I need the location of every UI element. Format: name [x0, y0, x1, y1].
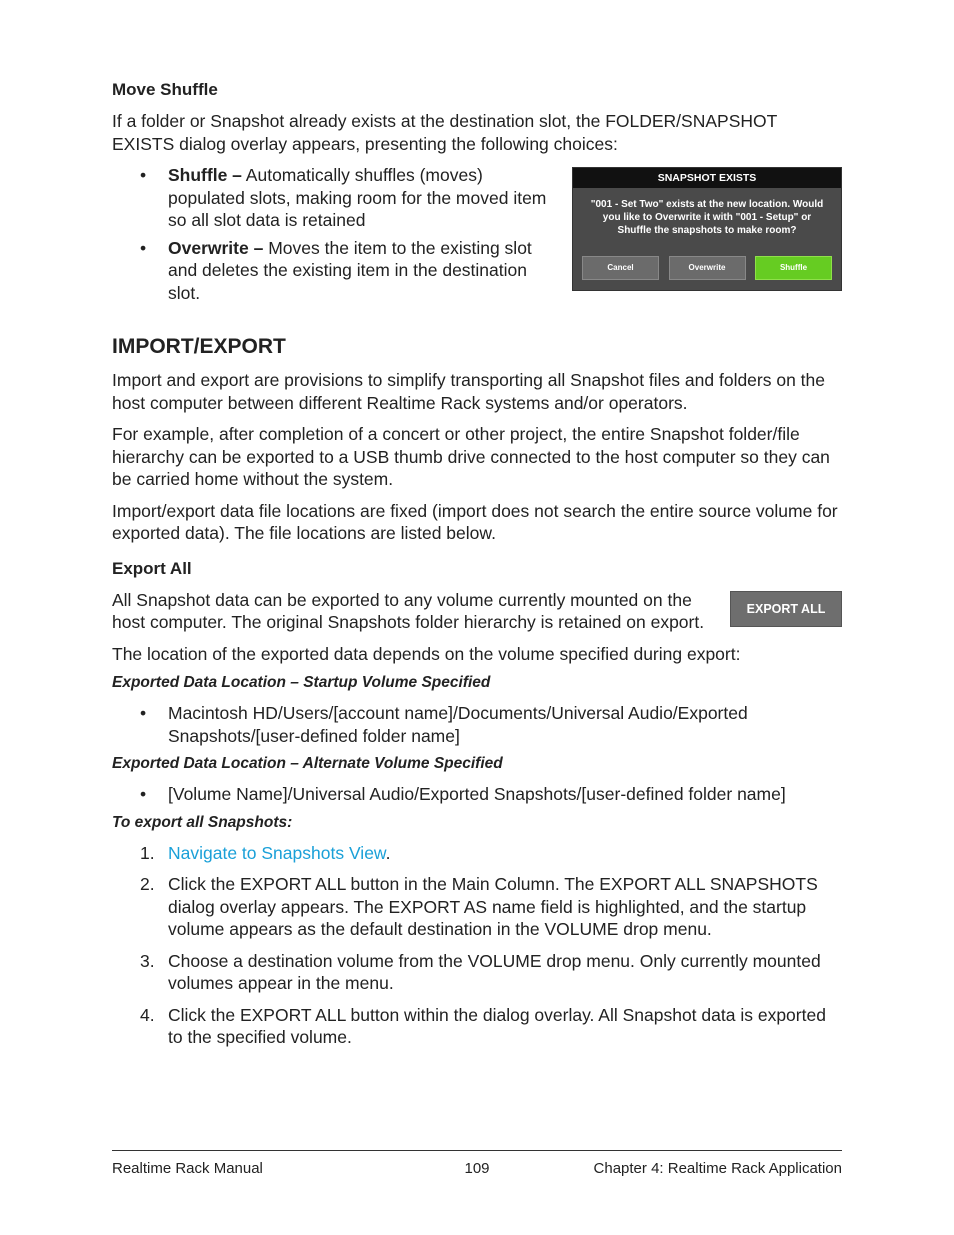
list-item: • Macintosh HD/Users/[account name]/Documents/Universal Audio/Exported Snapshots/[user-defined folder name]	[112, 702, 842, 747]
footer-manual-title: Realtime Rack Manual	[112, 1160, 263, 1177]
export-all-button[interactable]: EXPORT ALL	[730, 591, 842, 627]
export-steps	[112, 842, 842, 1049]
import-export-paragraph: For example, after completion of a concert or other project, the entire Snapshot folder/file hierarchy can be exported to a USB thumb drive connected to the host computer so they can be carried home without the system.	[112, 424, 830, 489]
alternate-volume-heading: Exported Data Location – Alternate Volume Specified	[112, 755, 503, 772]
navigate-snapshots-link[interactable]: Navigate to Snapshots View	[168, 842, 386, 863]
move-shuffle-heading: Move Shuffle	[112, 80, 218, 99]
import-export-heading: IMPORT/EXPORT	[112, 335, 286, 358]
footer-chapter: Chapter 4: Realtime Rack Application	[593, 1160, 842, 1177]
import-export-paragraph: Import and export are provisions to simplify transporting all Snapshot files and folders on the host computer between different Realtime Rack systems and/or operators.	[112, 370, 826, 413]
startup-volume-heading: Exported Data Location – Startup Volume Specified	[112, 674, 491, 691]
page-number: 109	[464, 1160, 490, 1177]
footer-divider	[112, 1150, 842, 1151]
list-item: 2. Click the EXPORT ALL button in the Main Column. The EXPORT ALL SNAPSHOTS dialog overlay appears. The EXPORT AS name field is highlighted, and the startup volume appears as the default destination in the VOLUME drop menu.	[140, 874, 818, 939]
snapshot-exists-dialog	[572, 167, 842, 291]
page-footer	[112, 1160, 842, 1177]
location-intro: The location of the exported data depends on the volume specified during export:	[112, 643, 741, 664]
move-shuffle-row	[112, 164, 842, 317]
export-all-row	[112, 589, 842, 643]
page-content	[112, 80, 842, 1058]
dialog-message: "001 - Set Two" exists at the new location. Would you like to Overwrite it with "001 - Setup" or Shuffle the snapshots to make room?	[590, 199, 824, 236]
overwrite-button[interactable]: Overwrite	[669, 256, 746, 280]
shuffle-button[interactable]: Shuffle	[755, 256, 832, 280]
list-item: 3. Choose a destination volume from the VOLUME drop menu. Only currently mounted volumes appear in the menu.	[140, 950, 821, 993]
move-shuffle-choices	[112, 164, 557, 309]
cancel-button[interactable]: Cancel	[582, 256, 659, 280]
export-all-intro: All Snapshot data can be exported to any volume currently mounted on the host computer. The original Snapshots folder hierarchy is retained on export.	[112, 589, 705, 632]
export-all-heading: Export All	[112, 558, 192, 578]
dialog-title: SNAPSHOT EXISTS	[573, 168, 841, 188]
list-item: • Shuffle – Automatically shuffles (moves) populated slots, making room for the moved item so all slot data is retained	[112, 164, 557, 232]
move-shuffle-intro: If a folder or Snapshot already exists at the destination slot, the FOLDER/SNAPSHOT EXISTS dialog overlay appears, presenting the following choices:	[112, 111, 777, 154]
alternate-volume-list	[112, 783, 842, 806]
startup-volume-list	[112, 702, 842, 747]
list-item: • Overwrite – Moves the item to the existing slot and deletes the existing item in the destination slot.	[112, 237, 557, 305]
list-item: 4. Click the EXPORT ALL button within the dialog overlay. All Snapshot data is exported to the specified volume.	[140, 1004, 826, 1047]
list-item: 1. Navigate to Snapshots View.	[140, 842, 391, 863]
dialog-buttons	[573, 250, 841, 280]
import-export-paragraph: Import/export data file locations are fixed (import does not search the entire source volume for exported data). The file locations are listed below.	[112, 500, 838, 543]
steps-heading: To export all Snapshots:	[112, 813, 293, 831]
list-item: • [Volume Name]/Universal Audio/Exported Snapshots/[user-defined folder name]	[112, 783, 842, 806]
